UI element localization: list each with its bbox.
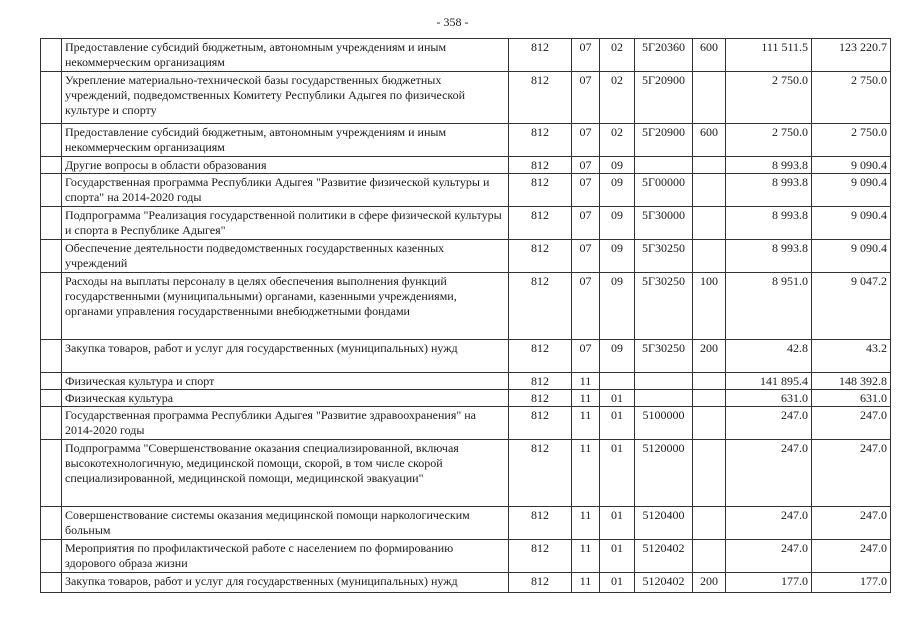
row-blank-cell xyxy=(41,390,62,407)
row-ministry-code: 812 xyxy=(509,540,572,573)
row-expense-type xyxy=(693,207,726,240)
row-amount-year1: 8 993.8 xyxy=(726,174,812,207)
row-name: Мероприятия по профилактической работе с населением по формированию здорового образа жизни xyxy=(62,540,509,573)
table-row xyxy=(41,340,891,373)
row-section: 11 xyxy=(572,390,600,407)
row-amount-year2: 247.0 xyxy=(812,507,891,540)
row-amount-year2: 9 090.4 xyxy=(812,207,891,240)
row-amount-year1: 8 993.8 xyxy=(726,157,812,174)
table-row xyxy=(41,207,891,240)
row-blank-cell xyxy=(41,240,62,273)
row-name: Физическая культура и спорт xyxy=(62,373,509,390)
row-subsection xyxy=(600,373,635,390)
row-ministry-code: 812 xyxy=(509,407,572,440)
row-amount-year2: 9 090.4 xyxy=(812,157,891,174)
row-name: Предоставление субсидий бюджетным, автономным учреждениям и иным некоммерческим организациям xyxy=(62,124,509,157)
row-expense-type xyxy=(693,390,726,407)
row-expense-type: 600 xyxy=(693,124,726,157)
row-target-article xyxy=(635,157,693,174)
row-name: Другие вопросы в области образования xyxy=(62,157,509,174)
row-section: 07 xyxy=(572,273,600,340)
row-blank-cell xyxy=(41,273,62,340)
row-amount-year2: 148 392.8 xyxy=(812,373,891,390)
row-ministry-code: 812 xyxy=(509,39,572,72)
row-expense-type xyxy=(693,407,726,440)
row-subsection: 01 xyxy=(600,407,635,440)
row-name: Закупка товаров, работ и услуг для государственных (муниципальных) нужд xyxy=(62,573,509,593)
row-expense-type: 100 xyxy=(693,273,726,340)
row-ministry-code: 812 xyxy=(509,273,572,340)
row-ministry-code: 812 xyxy=(509,157,572,174)
row-subsection: 09 xyxy=(600,207,635,240)
row-section: 07 xyxy=(572,124,600,157)
table-row xyxy=(41,39,891,72)
row-section: 07 xyxy=(572,39,600,72)
row-name: Укрепление материально-технической базы государственных бюджетных учреждений, подведомственных Комитету Республики Адыгея по физической культуре и спорту xyxy=(62,72,509,124)
row-amount-year2: 247.0 xyxy=(812,407,891,440)
row-subsection: 01 xyxy=(600,507,635,540)
budget-table-body xyxy=(41,39,891,593)
row-section: 07 xyxy=(572,340,600,373)
row-section: 07 xyxy=(572,157,600,174)
budget-table xyxy=(40,38,891,593)
row-amount-year1: 631.0 xyxy=(726,390,812,407)
row-ministry-code: 812 xyxy=(509,440,572,507)
row-section: 11 xyxy=(572,573,600,593)
row-section: 07 xyxy=(572,240,600,273)
row-ministry-code: 812 xyxy=(509,240,572,273)
row-target-article: 5120402 xyxy=(635,540,693,573)
row-subsection: 01 xyxy=(600,540,635,573)
row-expense-type xyxy=(693,507,726,540)
row-target-article: 5100000 xyxy=(635,407,693,440)
row-blank-cell xyxy=(41,174,62,207)
row-ministry-code: 812 xyxy=(509,174,572,207)
row-amount-year1: 8 993.8 xyxy=(726,240,812,273)
row-amount-year1: 8 993.8 xyxy=(726,207,812,240)
row-subsection: 09 xyxy=(600,174,635,207)
row-amount-year1: 2 750.0 xyxy=(726,72,812,124)
row-name: Расходы на выплаты персоналу в целях обеспечения выполнения функций государственными (муниципальными) органами, казенными учреждениями, органами управления государственными внебюджетными фондами xyxy=(62,273,509,340)
row-name: Подпрограмма "Реализация государственной политики в сфере физической культуры и спорта в Республике Адыгея" xyxy=(62,207,509,240)
row-expense-type xyxy=(693,373,726,390)
row-blank-cell xyxy=(41,124,62,157)
row-amount-year1: 42.8 xyxy=(726,340,812,373)
table-row xyxy=(41,72,891,124)
row-section: 11 xyxy=(572,507,600,540)
row-name: Физическая культура xyxy=(62,390,509,407)
row-ministry-code: 812 xyxy=(509,124,572,157)
row-amount-year2: 123 220.7 xyxy=(812,39,891,72)
row-amount-year2: 9 090.4 xyxy=(812,240,891,273)
table-row xyxy=(41,407,891,440)
row-amount-year2: 177.0 xyxy=(812,573,891,593)
row-section: 07 xyxy=(572,174,600,207)
row-subsection: 02 xyxy=(600,124,635,157)
row-blank-cell xyxy=(41,72,62,124)
row-section: 11 xyxy=(572,540,600,573)
row-section: 07 xyxy=(572,207,600,240)
row-blank-cell xyxy=(41,507,62,540)
row-amount-year1: 2 750.0 xyxy=(726,124,812,157)
row-amount-year2: 2 750.0 xyxy=(812,72,891,124)
row-blank-cell xyxy=(41,407,62,440)
row-amount-year2: 43.2 xyxy=(812,340,891,373)
row-expense-type xyxy=(693,174,726,207)
table-row xyxy=(41,573,891,593)
row-target-article: 5Г20900 xyxy=(635,72,693,124)
row-target-article xyxy=(635,373,693,390)
row-target-article: 5Г00000 xyxy=(635,174,693,207)
table-row xyxy=(41,540,891,573)
table-row xyxy=(41,390,891,407)
row-target-article: 5Г30250 xyxy=(635,340,693,373)
row-blank-cell xyxy=(41,540,62,573)
row-amount-year1: 8 951.0 xyxy=(726,273,812,340)
row-name: Предоставление субсидий бюджетным, автономным учреждениям и иным некоммерческим организациям xyxy=(62,39,509,72)
row-blank-cell xyxy=(41,39,62,72)
row-amount-year2: 9 047.2 xyxy=(812,273,891,340)
row-blank-cell xyxy=(41,373,62,390)
table-row xyxy=(41,273,891,340)
table-row xyxy=(41,507,891,540)
row-ministry-code: 812 xyxy=(509,507,572,540)
row-amount-year2: 247.0 xyxy=(812,440,891,507)
row-name: Совершенствование системы оказания медицинской помощи наркологическим больным xyxy=(62,507,509,540)
row-target-article: 5Г30250 xyxy=(635,240,693,273)
row-expense-type xyxy=(693,240,726,273)
row-expense-type xyxy=(693,157,726,174)
table-row xyxy=(41,157,891,174)
row-name: Государственная программа Республики Адыгея "Развитие физической культуры и спорта" на 2014-2020 годы xyxy=(62,174,509,207)
table-row xyxy=(41,440,891,507)
row-section: 07 xyxy=(572,72,600,124)
row-target-article: 5Г20900 xyxy=(635,124,693,157)
row-amount-year1: 247.0 xyxy=(726,507,812,540)
row-blank-cell xyxy=(41,573,62,593)
table-row xyxy=(41,174,891,207)
row-target-article: 5Г20360 xyxy=(635,39,693,72)
row-blank-cell xyxy=(41,207,62,240)
row-amount-year2: 2 750.0 xyxy=(812,124,891,157)
row-expense-type: 200 xyxy=(693,340,726,373)
row-blank-cell xyxy=(41,340,62,373)
row-target-article: 5Г30250 xyxy=(635,273,693,340)
row-section: 11 xyxy=(572,440,600,507)
row-section: 11 xyxy=(572,407,600,440)
row-ministry-code: 812 xyxy=(509,573,572,593)
row-blank-cell xyxy=(41,157,62,174)
row-name: Закупка товаров, работ и услуг для государственных (муниципальных) нужд xyxy=(62,340,509,373)
row-subsection: 01 xyxy=(600,573,635,593)
row-amount-year1: 247.0 xyxy=(726,440,812,507)
row-subsection: 09 xyxy=(600,240,635,273)
row-target-article: 5120402 xyxy=(635,573,693,593)
row-expense-type: 600 xyxy=(693,39,726,72)
row-name: Обеспечение деятельности подведомственных государственных казенных учреждений xyxy=(62,240,509,273)
row-subsection: 09 xyxy=(600,273,635,340)
row-name: Подпрограмма "Совершенствование оказания специализированной, включая высокотехнологичную, медицинской помощи, скорой, в том числе скорой специализированной, медицинской помощи, медицинской эвакуации" xyxy=(62,440,509,507)
row-amount-year1: 247.0 xyxy=(726,407,812,440)
row-ministry-code: 812 xyxy=(509,72,572,124)
table-row xyxy=(41,373,891,390)
row-subsection: 09 xyxy=(600,157,635,174)
row-amount-year1: 247.0 xyxy=(726,540,812,573)
row-amount-year1: 141 895.4 xyxy=(726,373,812,390)
row-target-article: 5120400 xyxy=(635,507,693,540)
row-subsection: 01 xyxy=(600,390,635,407)
row-ministry-code: 812 xyxy=(509,390,572,407)
row-target-article: 5Г30000 xyxy=(635,207,693,240)
row-amount-year1: 111 511.5 xyxy=(726,39,812,72)
row-name: Государственная программа Республики Адыгея "Развитие здравоохранения" на 2014-2020 годы xyxy=(62,407,509,440)
row-target-article: 5120000 xyxy=(635,440,693,507)
page-number: - 358 - xyxy=(436,15,469,29)
row-amount-year2: 631.0 xyxy=(812,390,891,407)
row-target-article xyxy=(635,390,693,407)
row-amount-year1: 177.0 xyxy=(726,573,812,593)
row-blank-cell xyxy=(41,440,62,507)
row-amount-year2: 247.0 xyxy=(812,540,891,573)
row-ministry-code: 812 xyxy=(509,207,572,240)
row-subsection: 02 xyxy=(600,72,635,124)
table-row xyxy=(41,124,891,157)
row-subsection: 01 xyxy=(600,440,635,507)
row-subsection: 09 xyxy=(600,340,635,373)
row-expense-type xyxy=(693,72,726,124)
row-expense-type xyxy=(693,440,726,507)
row-ministry-code: 812 xyxy=(509,373,572,390)
row-expense-type: 200 xyxy=(693,573,726,593)
row-ministry-code: 812 xyxy=(509,340,572,373)
row-expense-type xyxy=(693,540,726,573)
row-amount-year2: 9 090.4 xyxy=(812,174,891,207)
table-row xyxy=(41,240,891,273)
row-section: 11 xyxy=(572,373,600,390)
row-subsection: 02 xyxy=(600,39,635,72)
